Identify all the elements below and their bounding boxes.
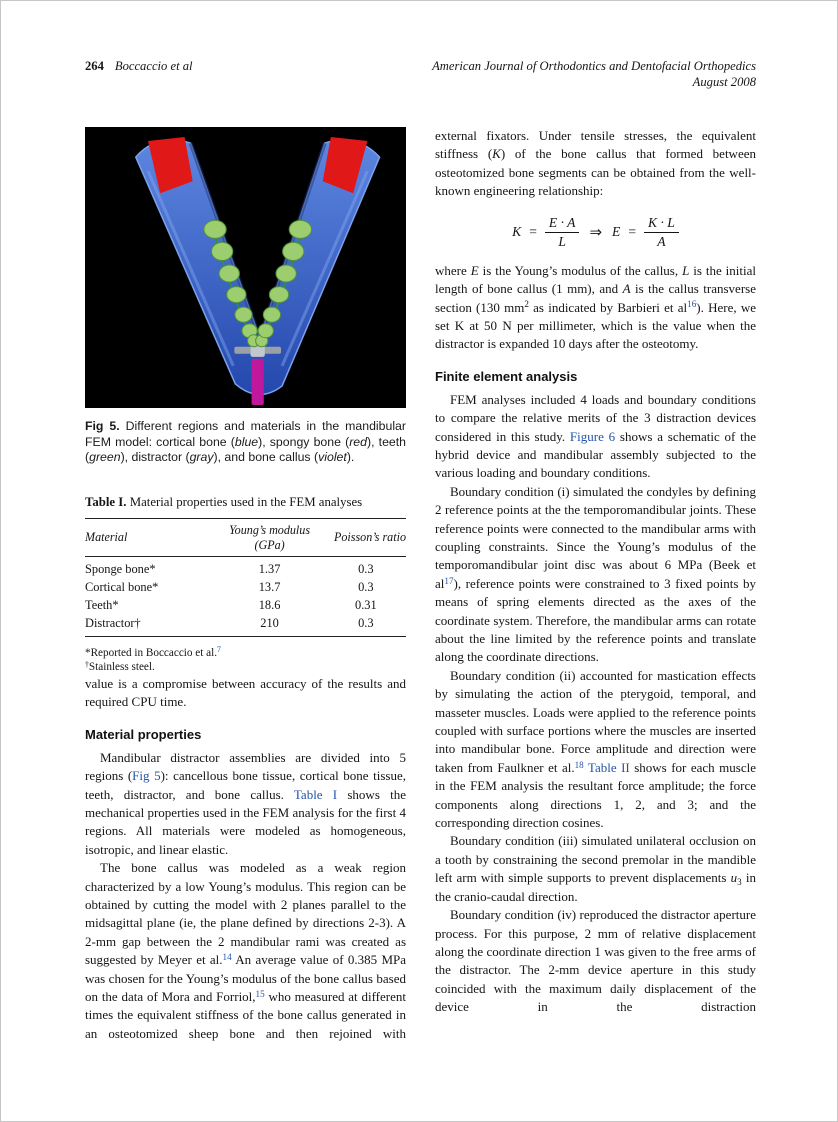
cross-reference-link[interactable]: 17 [444,575,454,586]
paragraph [435,262,756,354]
text-segment: violet [318,450,347,465]
left-column [85,127,406,1043]
cell-youngs: 1.37 [258,561,281,576]
table-footnote [85,646,406,661]
text-segment: where [435,262,471,278]
equation-term: K [512,224,522,240]
fraction-denominator: A [657,233,666,249]
cell-youngs: 13.7 [258,579,281,594]
fraction-numerator: E · A [545,215,580,233]
text-segment: ), distractor ( [120,450,190,465]
table1-title: Material properties used in the FEM analyses [126,494,363,509]
cell-poisson: 0.3 [358,579,374,594]
figure5-caption [85,419,406,466]
text-segment: A [622,281,631,297]
table-footnote [85,660,406,675]
text-segment: Boundary condition (ii) accounted for mastication effects by simulating the action of the pterygoid, temporal, and masseter muscles. Loads were applied to the reference points coupled with surface portions where the muscles are inserted into mandibular bone. Force amplitude and direction were taken from Faulkner et al. [435,667,756,775]
text-segment: shows a schematic of the hybrid device and mandibular assembly subjected to the various loading and boundary conditions. [435,428,757,481]
text-segment: ): cancellous bone tissue, cortical bone tissue, teeth, distractor, and bone callus. [85,768,406,802]
equation-fraction [545,215,580,250]
journal-name: American Journal of Orthodontics and Dentofacial Orthopedics [432,59,756,73]
cross-reference-link[interactable]: 15 [255,988,265,999]
text-segment: ), and bone callus ( [213,450,319,465]
cell-youngs: 210 [260,615,279,630]
right-column [435,127,756,1043]
material-properties-table [85,518,406,637]
text-segment: ). Here, we set K at 50 N per millimeter, which is the value when the distractor is expanded 10 days after the osteotomy. [435,299,756,352]
fraction-denominator: L [558,233,566,249]
cell-youngs: 18.6 [258,597,281,612]
paragraph [85,749,406,859]
text-segment: FEM analyses included 4 loads and boundary conditions to compare the relative merits of the 3 distraction devices considered in this study. [435,391,756,444]
figure-5 [85,127,406,466]
table-row [85,615,406,637]
text-segment: ). [346,450,355,465]
table-row [85,556,406,579]
text-segment: Boundary condition (i) simulated the condyles by defining 2 reference points at the the temporomandibular joints. These reference points were connected to the mandibular arms with coupling constraints. Since the Young’s modulus of the temporomandibular joint disc was about 6 MPa (Beek et al [435,483,756,591]
cross-reference-link[interactable]: Table I [293,786,338,802]
text-segment: Fig 5. [85,419,120,433]
text-segment: red [349,434,367,449]
text-segment: shows the mechanical properties used in the FEM analysis for the first 4 regions. All materials were modeled as homogeneous, isotropic, and linear elastic. [85,786,406,857]
text-segment: value is a compromise between accuracy of the results and required CPU time. [85,675,406,710]
cell-poisson: 0.31 [355,597,377,612]
cross-reference-link[interactable]: Figure 6 [569,428,616,444]
table-row [85,597,406,615]
running-head-left [85,59,193,75]
paragraph [435,483,756,667]
section-heading-finite-element-analysis: Finite element analysis [435,368,578,384]
paragraph [85,859,406,1043]
cross-reference-link[interactable]: Fig 5 [132,768,161,784]
text-segment: 3 [737,876,742,887]
cell-poisson: 0.3 [358,561,374,576]
running-authors: Boccaccio et al [114,59,193,73]
cross-reference-link[interactable]: 18 [574,759,584,770]
text-segment: green [89,450,121,465]
text-segment: † [85,659,89,669]
page-number: 264 [85,59,104,73]
text-segment: ), teeth ( [85,434,406,465]
table-1 [85,495,406,675]
text-segment: E [470,262,479,278]
text-segment: Mandibular distractor assemblies are divided into 5 regions ( [85,749,406,784]
cell-poisson: 0.3 [358,615,374,630]
equation-term: E [612,224,621,240]
text-segment: shows for each muscle in the FEM analysis the resultant force amplitude; the force components along directions 1, 2, and 3; and the corresponding direction cosines. [435,759,756,831]
cross-reference-link[interactable]: 7 [217,645,221,655]
stiffness-equation [435,215,756,250]
table-row [85,579,406,597]
paragraph-continuation [85,675,406,712]
text-segment: is the Young’s modulus of the callus, [478,262,683,278]
paragraph [435,667,756,833]
column-header-poissons-ratio: Poisson’s ratio [326,518,406,556]
equation-equals: = [529,224,537,240]
text-segment: Different regions and materials in the mandibular FEM model: cortical bone ( [85,419,406,449]
text-segment: as indicated by Barbieri et al [528,299,688,315]
text-segment: Boundary condition (iii) simulated unilateral occlusion on a tooth by constraining the second premolar in the mandible left arm with simple supports to prevent displacements [435,833,756,886]
paragraph-continuation [435,127,756,201]
text-segment: Boundary condition (iv) reproduced the distractor aperture process. For this purpose, 2 mm of relative displacement along the coordinate direction 1 was given to the free arms of the distractor. The 2-mm device aperture in this study coincided with the maximum daily displacement of the device in the distraction [435,907,756,1015]
equation-fraction [644,215,679,250]
cell-material: Distractor† [85,615,141,630]
table1-label: Table I. [85,494,127,509]
text-segment: K [492,146,501,162]
implies-arrow-icon: ⇒ [589,224,603,241]
text-segment: 2 [524,299,529,310]
text-segment: L [682,262,690,278]
paragraph [435,832,756,906]
text-segment: gray [189,450,214,465]
text-segment: u [730,870,738,886]
table1-footnotes [85,646,406,675]
paragraph [435,391,756,483]
figure5-image [85,127,406,408]
section-heading-material-properties: Material properties [85,726,202,742]
cell-material: Teeth* [85,597,119,612]
cell-material: Cortical bone* [85,579,159,594]
cross-reference-link[interactable]: Table II [587,759,630,775]
text-segment: The bone callus was modeled as a weak region characterized by a low Young’s modulus. This region can be obtained by cutting the model with 2 planes parallel to the midsagittal plane (ie, the plane defined by directions 2-3). A 2-mm gap between the 2 mandibular rami was created as suggested by Meyer et al. [85,860,406,968]
page-header [85,59,756,90]
table1-caption [85,495,406,510]
bone-callus-region [252,359,264,405]
two-column-body [85,127,756,1043]
column-header-material: Material [85,518,213,556]
fraction-numerator: K · L [644,215,679,233]
equation-equals: = [628,224,637,240]
cross-reference-link[interactable]: 16 [687,299,697,310]
mandible-fem-model-graphic [85,127,406,408]
cross-reference-link[interactable]: 14 [222,952,232,963]
text-segment: ), spongy bone ( [258,434,350,449]
column-header-youngs-modulus: Young’s modulus (GPa) [213,518,325,556]
text-segment: external fixators. Under tensile stresses, the equivalent stiffness ( [435,128,756,162]
text-segment: in the cranio-caudal direction. [435,870,756,904]
text-segment: who measured at different times the equivalent stiffness of the bone callus generated in an osteotomized sheep bone and then rejoined with [85,989,406,1041]
running-head-right [432,59,756,90]
text-segment: blue [234,434,259,449]
cell-material: Sponge bone* [85,561,156,576]
text-segment: is the callus transverse section (130 mm [435,281,756,315]
text-segment: *Reported in Boccaccio et al. [85,646,218,659]
text-segment: An average value of 0.385 MPa was chosen for the Young’s modulus of the bone callus based on the data of Mora and Forriol, [85,952,406,1005]
text-segment: ), reference points were constrained to 3 fixed points by means of spring elements directed as the axes of the coordinate system. Therefore, the mandibular arms can rotate about the line limited by the reference points and translate along the coordinate directions. [435,575,756,665]
text-segment: Stainless steel. [88,661,155,674]
paragraph [435,906,756,1016]
table-header-row [85,518,406,556]
text-segment: is the initial length of bone callus (1 mm), and [435,262,756,297]
issue-date: August 2008 [692,74,756,89]
text-segment: ) of the bone callus that formed between osteotomized bone segments can be obtained from the well-known engineering relationship: [435,146,756,199]
